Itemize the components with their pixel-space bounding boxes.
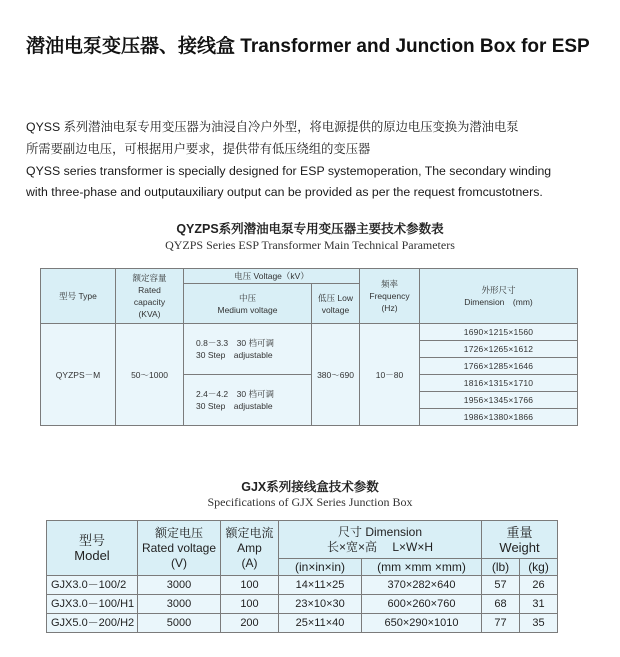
cell-low-voltage: 380～690 — [312, 324, 360, 426]
cell-size-in: 23×10×30 — [279, 595, 362, 614]
table-row — [47, 595, 558, 614]
cell-model: QYZPS－M — [41, 324, 116, 426]
cell-size-in: 25×11×40 — [279, 614, 362, 633]
cell-weight-lb: 57 — [482, 576, 520, 595]
cell-model: GJX5.0－200/H2 — [47, 614, 138, 633]
cell-weight-lb: 77 — [482, 614, 520, 633]
cell-dimension: 1690×1215×1560 — [420, 324, 578, 341]
cell-weight-kg: 35 — [520, 614, 558, 633]
header-frequency: 频率 Frequency (Hz) — [360, 269, 420, 324]
table-row — [47, 614, 558, 633]
header-model: 型号 Model — [47, 521, 138, 576]
junction-box-spec-table — [46, 520, 558, 633]
header-voltage: 电压 Voltage（kV） — [184, 269, 360, 284]
cell-capacity: 50～1000 — [116, 324, 184, 426]
cell-dimension: 1816×1315×1710 — [420, 375, 578, 392]
transformer-spec-table — [40, 268, 578, 426]
cell-voltage: 3000 — [138, 576, 221, 595]
header-dimension-in: (in×in×in) — [279, 559, 362, 576]
cell-size-mm: 650×290×1010 — [362, 614, 482, 633]
cell-model: GJX3.0－100/H1 — [47, 595, 138, 614]
cell-weight-kg: 31 — [520, 595, 558, 614]
cell-weight-kg: 26 — [520, 576, 558, 595]
table1-caption-cn: QYZPS系列潜油电泵专用变压器主要技术参数表 — [176, 222, 444, 236]
cell-weight-lb: 68 — [482, 595, 520, 614]
cell-voltage: 3000 — [138, 595, 221, 614]
page-title: 潜油电泵变压器、接线盒 Transformer and Junction Box for ESP — [26, 36, 590, 57]
header-rated-voltage: 额定电压 Rated voltage (V) — [138, 521, 221, 576]
header-weight-lb: (lb) — [482, 559, 520, 576]
header-dimension: 尺寸 Dimension 长×宽×高 L×W×H — [279, 521, 482, 559]
header-dimension-mm: (mm ×mm ×mm) — [362, 559, 482, 576]
cell-amp: 200 — [221, 614, 279, 633]
table2-caption-en: Specifications of GJX Series Junction Box — [207, 495, 413, 509]
table-row — [47, 576, 558, 595]
intro-cn-line-2: 所需要副边电压，可根据用户要求，提供带有低压绕组的变压器 — [26, 142, 371, 156]
cell-medium-voltage-2: 2.4－4.2 30 档可调 30 Step adjustable — [184, 375, 312, 426]
cell-dimension: 1986×1380×1866 — [420, 409, 578, 426]
cell-size-mm: 370×282×640 — [362, 576, 482, 595]
cell-dimension: 1726×1265×1612 — [420, 341, 578, 358]
header-rated-current: 额定电流 Amp (A) — [221, 521, 279, 576]
header-weight-kg: (kg) — [520, 559, 558, 576]
cell-model: GJX3.0－100/2 — [47, 576, 138, 595]
cell-size-in: 14×11×25 — [279, 576, 362, 595]
header-medium-voltage: 中压 Medium voltage — [184, 284, 312, 324]
cell-frequency: 10－80 — [360, 324, 420, 426]
cell-voltage: 5000 — [138, 614, 221, 633]
intro-en-line-1: QYSS series transformer is specially designed for ESP systemoperation, The secondary winding — [26, 164, 552, 178]
cell-amp: 100 — [221, 576, 279, 595]
intro-cn-line-1: QYSS 系列潜油电泵专用变压器为油浸自冷户外型，将电源提供的原边电压变换为潜油电泵 — [26, 120, 519, 134]
header-dimension: 外形尺寸 Dimension (mm) — [420, 269, 578, 324]
table2-caption-cn: GJX系列接线盒技术参数 — [241, 480, 379, 494]
cell-dimension: 1956×1345×1766 — [420, 392, 578, 409]
header-low-voltage: 低压 Low voltage — [312, 284, 360, 324]
cell-medium-voltage-1: 0.8－3.3 30 档可调 30 Step adjustable — [184, 324, 312, 375]
cell-size-mm: 600×260×760 — [362, 595, 482, 614]
table1-caption-en: QYZPS Series ESP Transformer Main Technical Parameters — [165, 238, 455, 252]
intro-en-line-2: with three-phase and outputauxiliary output can be provided as per the request fromcustotners. — [26, 185, 543, 199]
cell-amp: 100 — [221, 595, 279, 614]
cell-dimension: 1766×1285×1646 — [420, 358, 578, 375]
header-capacity: 额定容量 Rated capacity (KVA) — [116, 269, 184, 324]
header-weight: 重量 Weight — [482, 521, 558, 559]
header-model: 型号 Type — [41, 269, 116, 324]
